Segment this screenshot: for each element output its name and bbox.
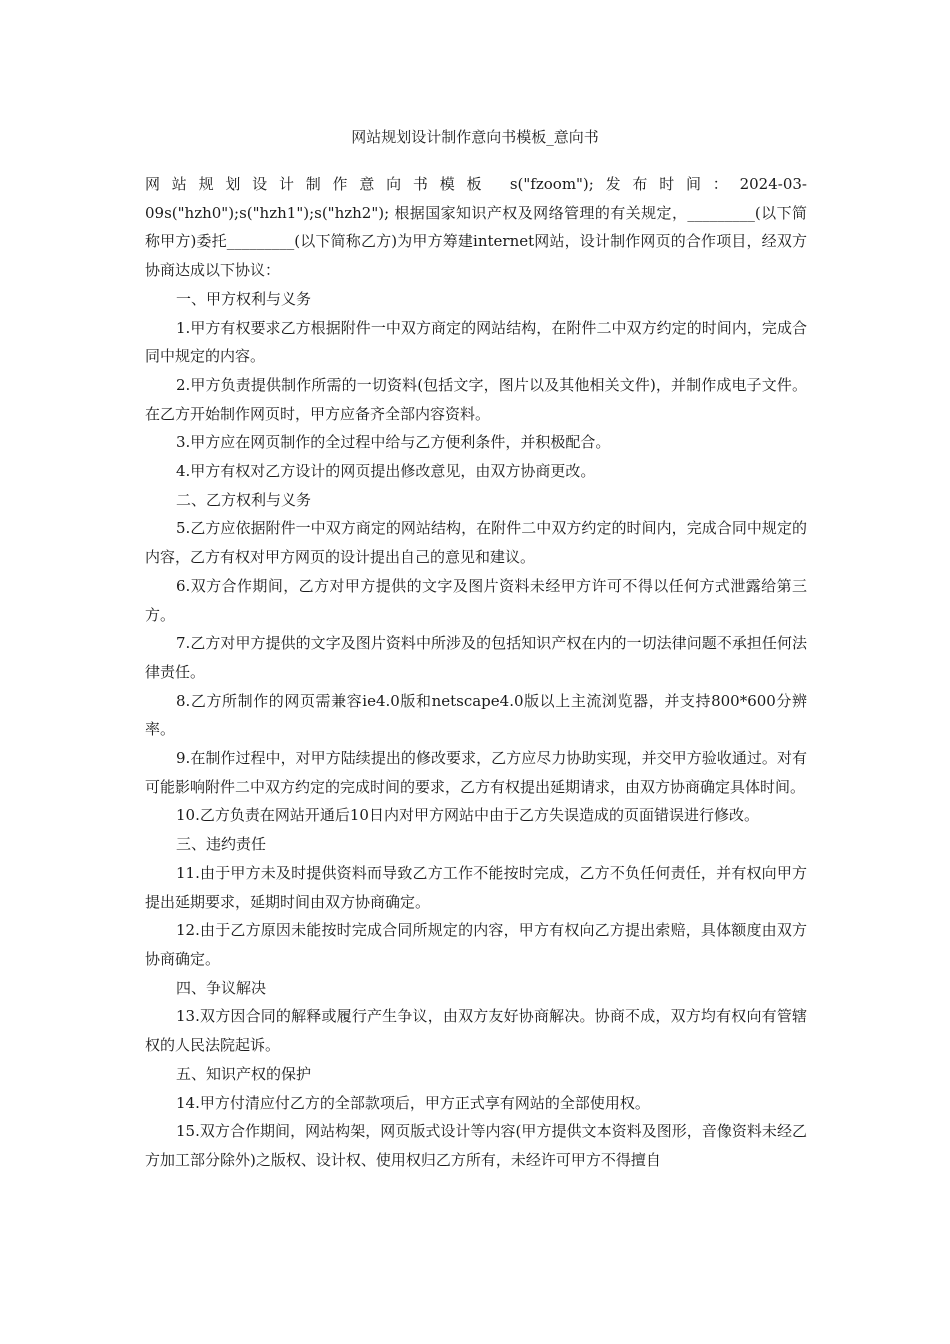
clause-paragraph: 10.乙方负责在网站开通后10日内对甲方网站中由于乙方失误造成的页面错误进行修改。 (176, 806, 759, 825)
section-heading: 一、甲方权利与义务 (176, 289, 312, 308)
clause-paragraph: 11.由于甲方未及时提供资料而导致乙方工作不能按时完成，乙方不负任何责任，并有权向甲方提出延期要求，延期时间由双方协商确定。 (145, 863, 807, 911)
clause-paragraph: 12.由于乙方原因未能按时完成合同所规定的内容，甲方有权向乙方提出索赔，具体额度由双方协商确定。 (145, 921, 807, 968)
clause-paragraph: 14.甲方付清应付乙方的全部款项后，甲方正式享有网站的全部使用权。 (176, 1093, 650, 1112)
section-heading: 四、争议解决 (176, 978, 267, 997)
section-heading: 五、知识产权的保护 (176, 1064, 312, 1083)
clause-paragraph: 3.甲方应在网页制作的全过程中给与乙方便利条件，并积极配合。 (176, 433, 611, 452)
clause-paragraph: 4.甲方有权对乙方设计的网页提出修改意见，由双方协商更改。 (176, 462, 596, 481)
clause-paragraph: 8.乙方所制作的网页需兼容ie4.0版和netscape4.0版以上主流浏览器，并支持800*600分辨率。 (145, 691, 807, 739)
clause-paragraph: 7.乙方对甲方提供的文字及图片资料中所涉及的包括知识产权在内的一切法律问题不承担任何法律责任。 (145, 634, 807, 681)
document-title: 网站规划设计制作意向书模板_意向书 (351, 128, 599, 146)
clause-paragraph: 13.双方因合同的解释或履行产生争议，由双方友好协商解决。协商不成，双方均有权向有管辖权的人民法院起诉。 (145, 1007, 807, 1055)
clause-paragraph: 2.甲方负责提供制作所需的一切资料(包括文字，图片以及其他相关文件)，并制作成电子文件。在乙方开始制作网页时，甲方应备齐全部内容资料。 (145, 375, 807, 423)
clause-paragraph: 5.乙方应依据附件一中双方商定的网站结构，在附件二中双方约定的时间内，完成合同中规定的内容，乙方有权对甲方网页的设计提出自己的意见和建议。 (145, 519, 807, 567)
section-heading: 二、乙方权利与义务 (176, 490, 312, 509)
clause-paragraph: 9.在制作过程中，对甲方陆续提出的修改要求，乙方应尽力协助实现，并交甲方验收通过。对有可能影响附件二中双方约定的完成时间的要求，乙方有权提出延期请求，由双方协商确定具体时间。 (145, 749, 807, 796)
clause-paragraph: 1.甲方有权要求乙方根据附件一中双方商定的网站结构，在附件二中双方约定的时间内，完成合同中规定的内容。 (145, 318, 807, 366)
intro-paragraph: 网站规划设计制作意向书模板 s("fzoom");发布时间：2024-03-09s("hzh0");s("hzh1");s("hzh2"); 根据国家知识产权及网络管理的有关规定，_________(以下简称甲方)委托_________(以下简称乙方)为甲方筹建internet网站，设计制作网页的合作项目，经双方协商达成以下协议： (145, 175, 807, 280)
section-heading: 三、违约责任 (176, 835, 267, 854)
document-body (145, 170, 807, 1175)
clause-paragraph: 6.双方合作期间，乙方对甲方提供的文字及图片资料未经甲方许可不得以任何方式泄露给第三方。 (145, 576, 807, 624)
clause-paragraph: 15.双方合作期间，网站构架，网页版式设计等内容(甲方提供文本资料及图形，音像资料未经乙方加工部分除外)之版权、设计权、使用权归乙方所有，未经许可甲方不得擅自 (145, 1122, 807, 1169)
